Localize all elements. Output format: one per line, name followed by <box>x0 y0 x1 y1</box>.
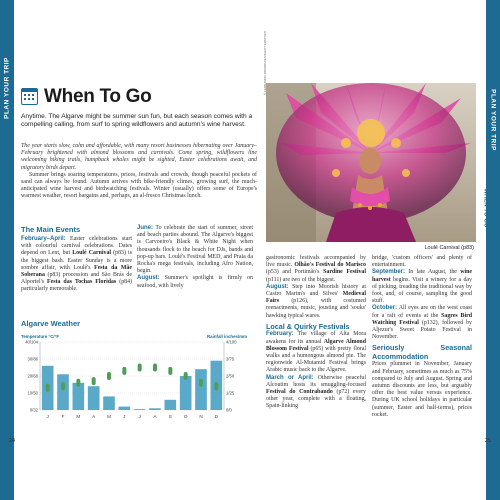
event-name: Sardine Festival <box>323 269 366 276</box>
october-entry <box>372 305 472 341</box>
month-tick-label: O <box>183 414 188 419</box>
text-run: (p53) and Portimão's <box>266 269 324 276</box>
text-run: gastronomic festivals accompanied by live music. <box>266 255 366 269</box>
intro-paragraph: Summer brings soaring temperatures, prices, festivals and crowds, though peaceful pockets of sand can always be found. Autumn arrives with bike-friendly climes, growing surf, the much-anticipated wine harvest and birdwatching festivals. Winter (usually) offers some of Europe's warmest weather, resort bargains and, perhaps, an al-fresco Christmas lunch. <box>21 171 257 200</box>
seafood-entry <box>266 255 366 284</box>
left-tick-label: 20/68 <box>27 373 38 379</box>
event-name: Festival do Contrabando <box>266 388 333 395</box>
text-run: (p72) every other year, complete with a floating, Spain-linking <box>266 388 366 410</box>
text-run: The village of Alta Mora awakens for its annual <box>266 331 366 345</box>
rainfall-bar <box>165 400 177 410</box>
rainfall-bar <box>73 383 85 410</box>
temperature-marker <box>76 379 80 387</box>
rainfall-bar <box>195 369 207 410</box>
local-festivals-heading: Local & Quirky Festivals <box>266 321 350 331</box>
weather-chart <box>18 330 250 422</box>
text-run: (p84) particularly memorable. <box>21 279 132 293</box>
month-tick-label: F <box>61 414 65 419</box>
month-tick-label: M <box>107 414 111 419</box>
temperature-marker <box>107 372 111 380</box>
rainfall-bar <box>134 409 146 410</box>
june-label: June: <box>137 225 154 231</box>
main-events-heading: The Main Events <box>21 225 81 234</box>
rainfall-bar <box>119 407 131 410</box>
august-label: August: <box>137 275 160 282</box>
text-run: (p83) procession and São Brás de Alportel's <box>21 272 132 286</box>
month-tick-label: J <box>46 414 49 419</box>
photo-credit: © FERNANDO RODRIGUES/SHUTTERSTOCK <box>263 30 267 95</box>
right-page-number: 25 <box>484 438 491 444</box>
carnival-photo <box>266 83 476 242</box>
temperature-marker <box>92 377 96 385</box>
rainfall-bar <box>57 374 69 410</box>
right-tick-label: 3/75 <box>226 356 235 362</box>
temperature-legend: Temperature °C/°F <box>21 334 60 339</box>
february-entry <box>266 331 366 374</box>
event-name: Festa da Mãe Soberana <box>21 264 132 279</box>
left-tick-label: 0/32 <box>29 407 38 413</box>
text-run: begins. Visit a winery for a day of picking, treading the traditional way by foot, and, of course, sampling the good stuff. <box>372 276 472 305</box>
february-label: February: <box>266 331 294 338</box>
carnival-image <box>266 83 476 242</box>
month-tick-label: S <box>168 414 172 419</box>
right-tick-label: 1/25 <box>226 390 235 396</box>
event-name: Algarve Almond Blossom Festival <box>266 338 366 352</box>
text-run: To celebrate the start of summer, street and beach parties abound. The Algarve's biggest is Carvoeiro's Black & White Night when thousands flock to the beach for DJs, bands and pop-up bars. Loulé's Festival MED, and Praia da Rocha's mega festivals, including Afro Nation, begin. <box>137 225 253 275</box>
september-entry <box>372 269 472 305</box>
temperature-marker <box>153 364 157 372</box>
event-name: Festa das Tochas Floridas <box>47 279 117 286</box>
text-run: (p65) with pretty floral walks and a humongous almond pie. The regionwide Al-Mutamid Festival brings Arabic music back to the Algarve. <box>266 345 366 374</box>
event-name: Medieval Fairs <box>266 291 366 305</box>
right-spine <box>486 0 500 500</box>
month-tick-label: N <box>199 414 203 419</box>
photo-caption: Loulé Carnival (p83) <box>424 245 474 251</box>
febapr-entry <box>21 236 132 294</box>
march-april-entry <box>266 375 366 411</box>
august-entry <box>137 275 253 289</box>
temperature-marker <box>199 379 203 387</box>
month-tick-label: J <box>123 414 126 419</box>
weather-heading: Algarve Weather <box>21 319 81 328</box>
febapr-label: February–April: <box>21 236 66 242</box>
left-tick-label: 40/104 <box>25 339 38 345</box>
right-section-label: WHEN TO GO <box>482 188 489 228</box>
march-april-label: March or April: <box>266 374 314 381</box>
accommodation-text: Prices plummet in November, January and February, sometimes as much as 75% compared to July and August. Spring and autumn discounts are less, but arguably offer the best value versus experience. During UK school holidays in particular (summer, Easter and half-terms), prices rocket. <box>372 361 472 418</box>
text-run: (p83) is the biggest bash. Easter Sunday is a more sombre affair, with Loulé's <box>21 250 132 271</box>
left-spine-label: PLAN YOUR TRIP <box>3 57 11 119</box>
right-tick-label: 0/0 <box>226 407 232 413</box>
right-spine-label: PLAN YOUR TRIP <box>489 89 497 151</box>
august-label: August: <box>266 283 289 290</box>
temperature-marker <box>138 364 142 372</box>
left-tick-label: 10/50 <box>27 390 38 396</box>
rainfall-bar <box>103 396 115 410</box>
text-run: Easter celebrations start with colourful carnival celebrations. Dates depend on Lent, but <box>21 236 132 257</box>
left-page-number: 24 <box>9 438 16 444</box>
october-label: October: <box>372 305 398 312</box>
events-column-4 <box>372 255 472 419</box>
calendar-icon <box>21 88 38 105</box>
month-tick-label: A <box>153 414 157 419</box>
intro-paragraph: The year starts slow, calm and affordable, with many resort businesses hibernating over January–February brightened with almond blossoms and carnivals. Come spring, wildflowers line welcoming hiking trails, humpback whales might be sighted, Easter celebrations await, and migratory birds depart. <box>21 143 257 171</box>
left-tick-label: 30/86 <box>27 356 38 362</box>
text-run: Otherwise peaceful Alcoutim hosts its smuggling-focused <box>266 374 366 388</box>
month-tick-label: M <box>76 414 81 419</box>
event-name: Olhão's Festival do Marisco <box>294 262 366 269</box>
accommodation-heading: Seriously Seasonal Accommodation <box>372 343 472 361</box>
rainfall-bar <box>88 386 100 410</box>
page-title: When To Go <box>44 86 152 107</box>
temperature-marker <box>214 382 218 390</box>
month-tick-label: A <box>92 414 96 419</box>
event-name: Loulé Carnival <box>72 250 112 257</box>
text-run: Summer's spotlight is firmly on seafood, with lively <box>137 275 253 289</box>
temperature-marker <box>184 372 188 380</box>
text-run: (p132), followed by Aljezur's Sweet Potato Festival in November. <box>372 319 472 341</box>
bridge-text: bridge, 'custom officers' and plenty of entertainment. <box>372 255 472 269</box>
event-name: Sagres Bird Watching Festival <box>372 312 472 326</box>
temperature-marker <box>122 367 126 375</box>
text-run: Step into Moorish history at Castro Marim's and Silves' <box>266 283 366 298</box>
right-tick-label: 4/100 <box>226 339 237 345</box>
lede-paragraph: Anytime. The Algarve might be summer sun fun, but each season comes with a compelling calling, from surf to spring wildflowers and autumn's wine harvest. <box>21 113 253 129</box>
september-label: September: <box>372 269 406 276</box>
right-tick-label: 2/50 <box>226 373 235 379</box>
june-entry <box>137 225 253 275</box>
temperature-marker <box>61 382 65 390</box>
events-column-3 <box>266 255 366 411</box>
left-spine <box>0 0 14 500</box>
intro-text <box>21 143 257 201</box>
month-tick-label: D <box>214 414 218 419</box>
temperature-marker <box>168 367 172 375</box>
text-run: (p126), with costumed reenactments, music, jousting and 'souks' hawking typical wares. <box>266 298 366 319</box>
temperature-marker <box>46 384 50 392</box>
text-run: (p111) are two of the biggest. <box>266 276 336 283</box>
rainfall-bar <box>149 408 161 410</box>
events-column-2 <box>137 225 253 290</box>
events-column-1 <box>21 236 132 294</box>
text-run: All eyes are on the west coast for a raft of events at the <box>372 305 472 319</box>
rainfall-legend: Rainfall inches/mm <box>206 334 247 339</box>
rainfall-bar <box>180 376 192 410</box>
august-fair-entry <box>266 284 366 320</box>
text-run: In late August, the <box>405 269 461 276</box>
month-tick-label: J <box>138 414 141 419</box>
event-name: wine harvest <box>372 269 472 283</box>
left-section-label: WHEN TO GO <box>9 163 16 203</box>
